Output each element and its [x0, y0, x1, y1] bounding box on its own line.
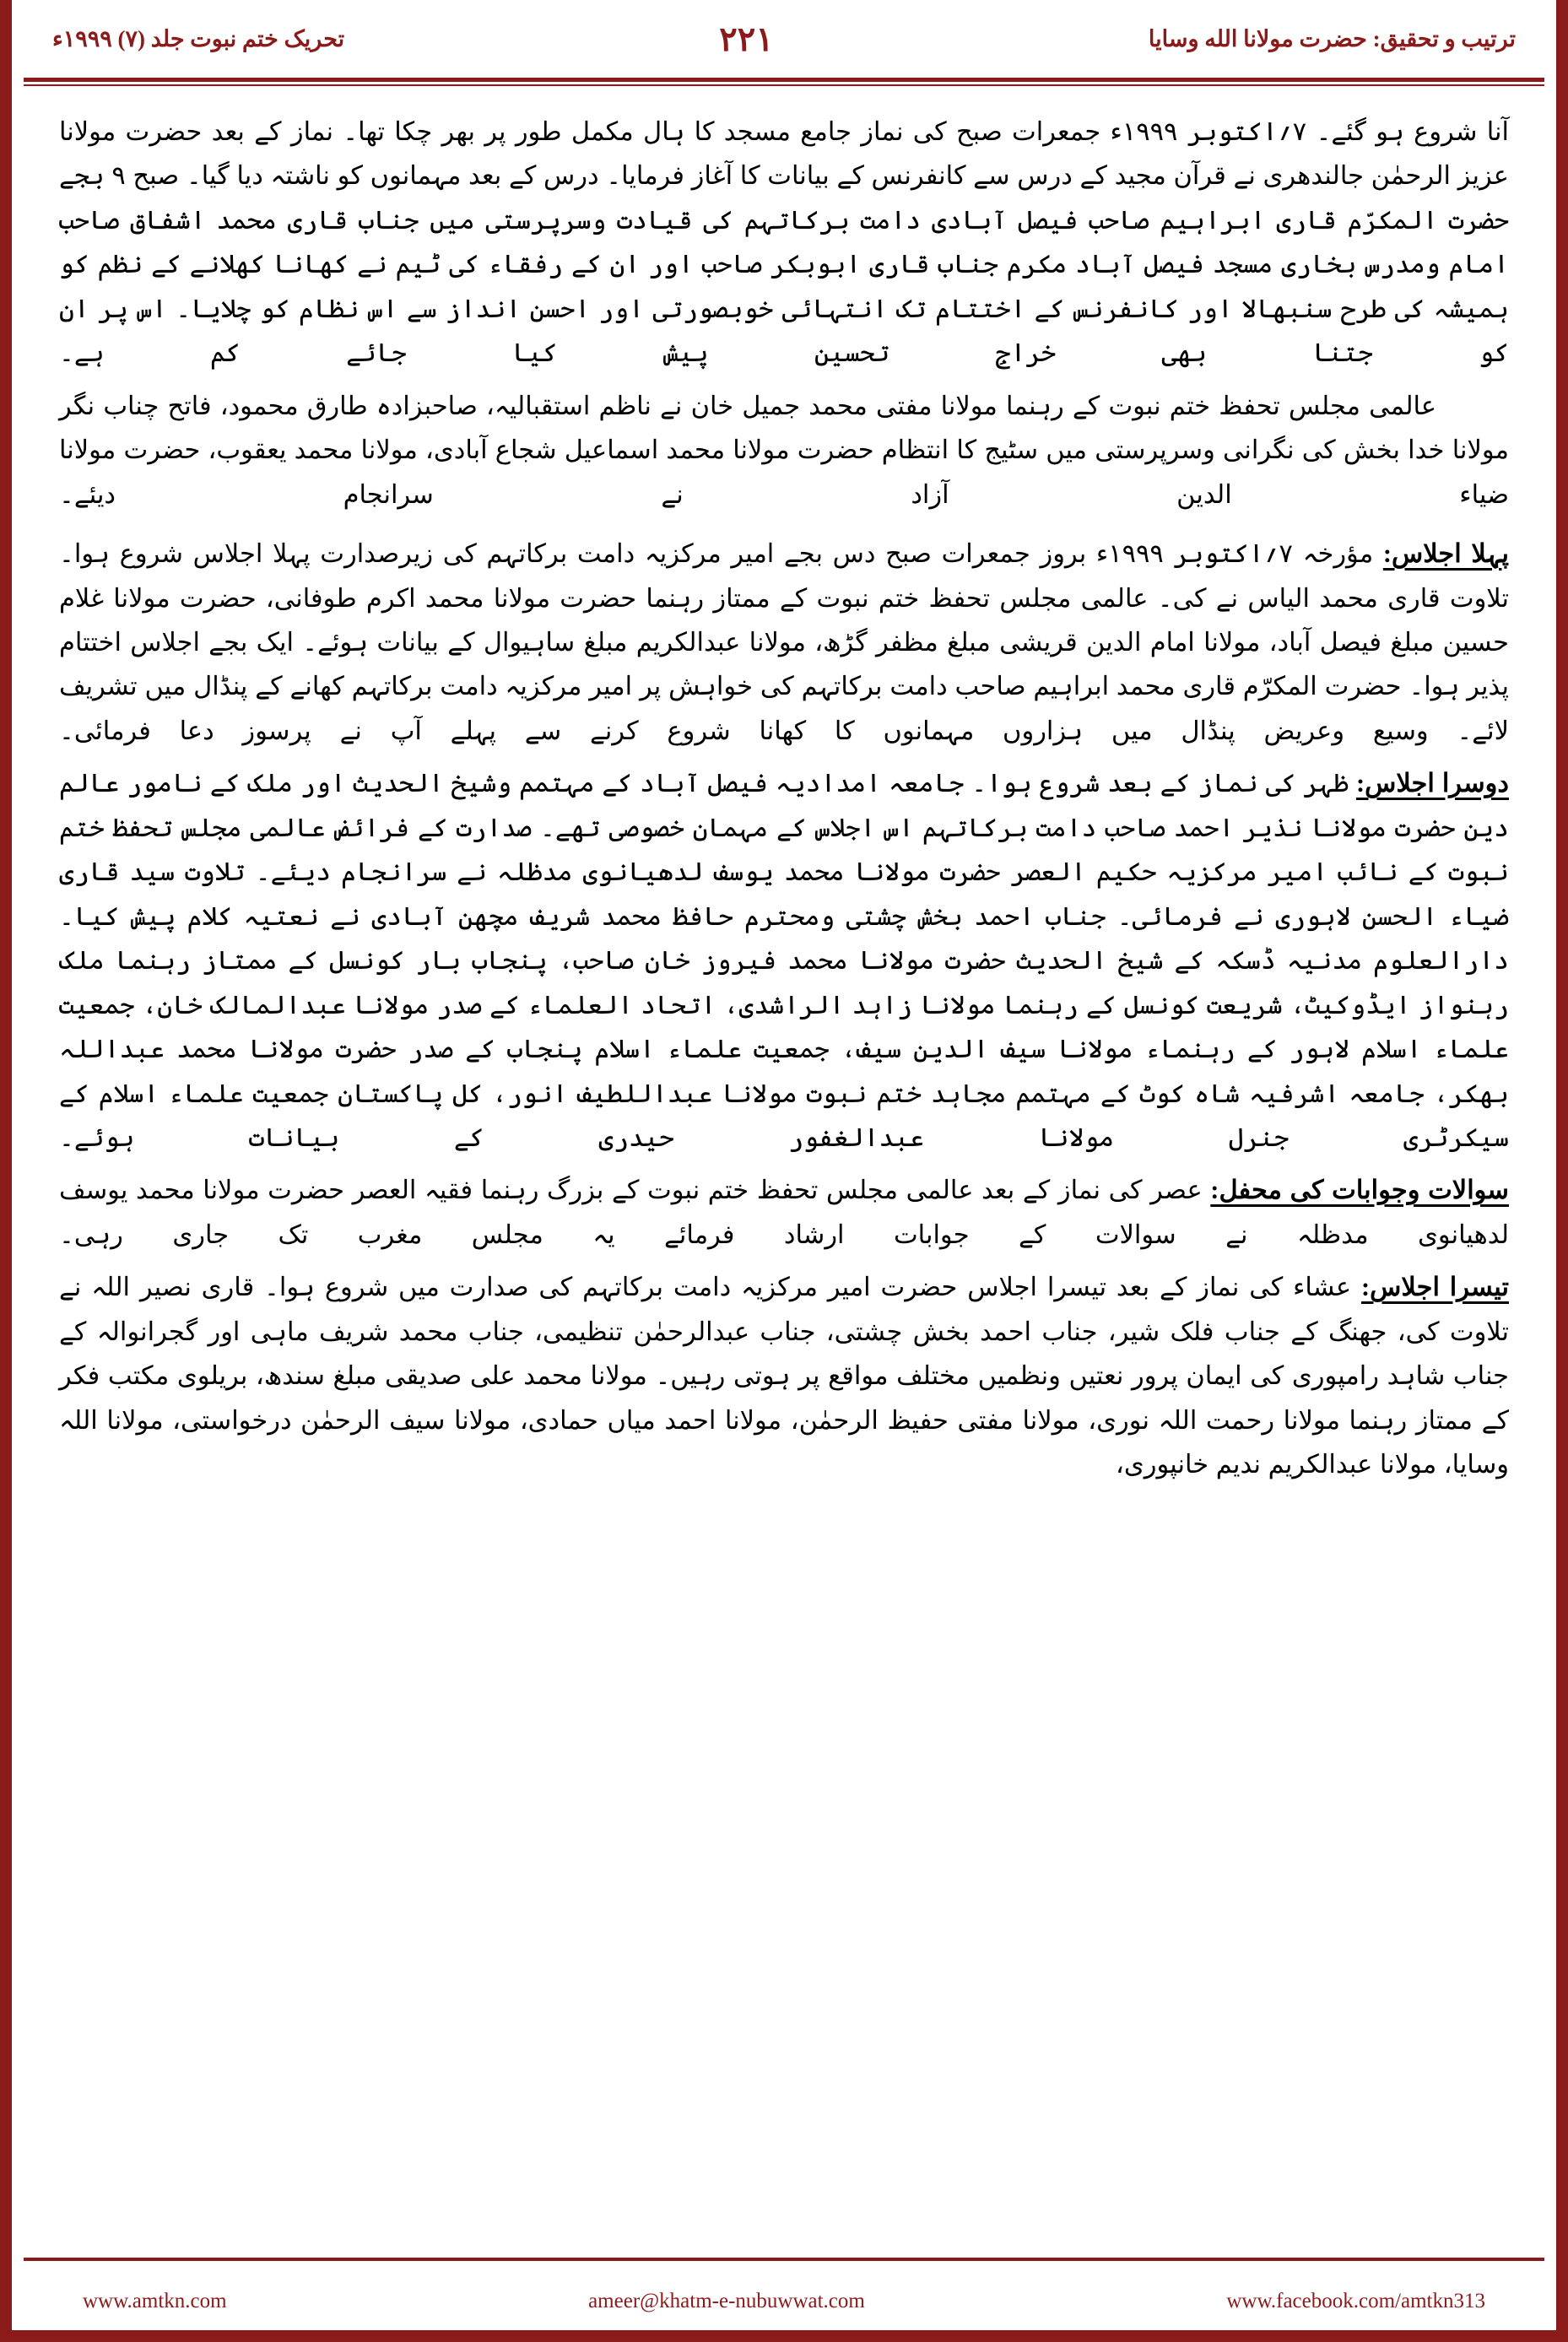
heading-third-session: تیسرا اجلاس: [1361, 1273, 1510, 1302]
heading-first-session: پہلا اجلاس: [1382, 539, 1509, 569]
footer-email[interactable]: ameer@khatm-e-nubuwwat.com [588, 2290, 865, 2312]
header-book-title: تحریک ختم نبوت جلد (۷) ۱۹۹۹ء [52, 25, 345, 51]
section-first-session-text: مؤرخہ ۷؍اکتوبر ۱۹۹۹ء بروز جمعرات صبح دس بجے امیر مرکزیہ دامت برکاتہم کی زیرصدارت پہلا اجلاس شروع ہوا۔ تلاوت قاری محمد الیاس نے کی۔ عالمی مجلس تحفظ ختم نبوت کے ممتاز رہنما حضرت مولانا محمد اکرم طوفانی، حضرت مولانا غلام حسین مبلغ فیصل آباد، مولانا امام الدین قریشی مبلغ مظفر گڑھ، مولانا عبدالکریم مبلغ ساہیوال کے بیانات ہوئے۔ ایک بجے اجلاس اختتام پذیر ہوا۔ حضرت المکرّم قاری محمد ابراہیم صاحب دامت برکاتہم کی خواہش پر امیر مرکزیہ دامت برکاتہم کھانے کے پنڈال میں تشریف لائے۔ وسیع وعریض پنڈال میں ہزاروں مہمانوں کا کھانا شروع کرنے سے پہلے آپ نے پرسوز دعا فرمائی۔ [59, 539, 1509, 745]
paragraph-1-text: آنا شروع ہو گئے۔ ۷؍اکتوبر ۱۹۹۹ء جمعرات صبح کی نماز جامع مسجد کا ہال مکمل طور پر بھر چکا تھا۔ نماز کے بعد حضرت مولانا عزیز الرحمٰن جالندھری نے قرآن مجید کے درس سے کانفرنس کے بیانات کا آغاز فرمایا۔ درس کے بعد مہمانوں کو ناشتہ دیا گیا۔ صبح ۹ بجے حضرت المکرّم قاری ابراہیم صاحب فیصل آبادی دامت برکاتہم کی قیادت وسرپرستی میں جناب قاری محمد اشفاق صاحب امام ومدرس بخاری مسجد فیصل آباد مکرم جناب قاری ابوبکر صاحب اور ان کے رفقاء کی ٹیم نے کھانا کھلانے کے نظم کو ہمیشہ کی طرح سنبھالا اور کانفرنس کے اختتام تک انتہائی خوبصورتی اور احسن انداز سے اس نظام کو چلایا۔ اس پر ان کو جتنا بھی خراجِ تحسین پیش کیا جائے کم ہے۔ [59, 117, 1510, 368]
paragraph-2-text: عالمی مجلس تحفظ ختم نبوت کے رہنما مولانا مفتی محمد جمیل خان نے ناظم استقبالیہ، صاحبزادہ طارق محمود، فاتح چناب نگر مولانا خدا بخش کی نگرانی وسرپرستی میں سٹیج کا انتظام حضرت مولانا محمد اسماعیل شجاع آبادی، مولانا محمد یعقوب، حضرت مولانا ضیاء الدین آزاد نے سرانجام دیئے۔ [59, 391, 1509, 509]
page-body [24, 95, 1544, 2247]
section-qa-gathering-text: عصر کی نماز کے بعد عالمی مجلس تحفظ ختم نبوت کے بزرگ رہنما فقیہ العصر حضرت مولانا محمد یوسف لدھیانوی مدظلہ نے سوالات کے جوابات ارشاد فرمائے یہ مجلس مغرب تک جاری رہی۔ [59, 1176, 1509, 1249]
header-editor-credit: ترتیب و تحقیق: حضرت مولانا الله وسایا [1148, 25, 1516, 51]
paragraph-1 [59, 110, 1509, 376]
section-qa-gathering [59, 1168, 1509, 1257]
section-third-session [59, 1265, 1509, 1486]
heading-second-session: دوسرا اجلاس: [1355, 769, 1509, 798]
footer-website-link[interactable]: www.amtkn.com [83, 2290, 227, 2312]
header-divider [24, 78, 1544, 82]
section-first-session [59, 532, 1509, 753]
heading-qa-gathering: سوالات وجوابات کی محفل: [1210, 1176, 1509, 1205]
footer-facebook-link[interactable]: www.facebook.com/amtkn313 [1226, 2290, 1485, 2312]
section-third-session-text: عشاء کی نماز کے بعد تیسرا اجلاس حضرت امیر مرکزیہ دامت برکاتہم کی صدارت میں شروع ہوا۔ قاری نصیر اللہ نے تلاوت کی، جھنگ کے جناب فلک شیر، جناب احمد بخش چشتی، جناب عبدالرحمٰن تنظیمی، جناب محمد شریف ماہی اور گجرانوالہ کے جناب شاہد رامپوری کی ایمان پرور نعتیں ونظمیں مختلف مواقع پر ہوتی رہیں۔ مولانا محمد علی صدیقی مبلغ سندھ، بریلوی مکتب فکر کے ممتاز رہنما مولانا رحمت اللہ نوری، مولانا مفتی حفیظ الرحمٰن، مولانا احمد میاں حمادی، مولانا سیف الرحمٰن درخواستی، مولانا اللہ وسایا، مولانا عبدالکریم ندیم خانپوری، [59, 1273, 1509, 1479]
page-number: ۲۲۱ [719, 19, 774, 58]
page-header [24, 0, 1544, 78]
section-second-session-text: ظہر کی نماز کے بعد شروع ہوا۔ جامعہ امدادیہ فیصل آباد کے مہتمم وشیخ الحدیث اور ملک کے نامور عالم دین حضرت مولانا نذیر احمد صاحب دامت برکاتہم اس اجلاس کے مہمان خصوصی تھے۔ صدارت کے فرائض عالمی مجلس تحفظ ختم نبوت کے نائب امیر مرکزیہ حکیم العصر حضرت مولانا محمد یوسف لدھیانوی مدظلہ نے سرانجام دیئے۔ تلاوت سید قاری ضیاء الحسن لاہوری نے فرمائی۔ جناب احمد بخش چشتی ومحترم حافظ محمد شریف مچھن آبادی نے نعتیہ کلام پیش کیا۔ دارالعلوم مدنیہ ڈسکہ کے شیخ الحدیث حضرت مولانا محمد فیروز خان صاحب، پنجاب بار کونسل کے ممتاز رہنما ملک رہنواز ایڈوکیٹ، شریعت کونسل کے رہنما مولانا زاہد الراشدی، اتحاد العلماء کے صدر مولانا عبدالمالک خان، جمعیت علماء اسلام لاہور کے رہنماء مولانا سیف الدین سیف، جمعیت علماء اسلام پنجاب کے صدر حضرت مولانا محمد عبداللہ بھکر، جامعہ اشرفیہ شاہ کوٹ کے مہتمم مجاہد ختم نبوت مولانا عبداللطیف انور، کل پاکستان جمعیت علماء اسلام کے سیکرٹری جنرل مولانا عبدالغفور حیدری کے بیانات ہوئے۔ [59, 769, 1510, 1152]
header-divider-secondary [24, 84, 1544, 86]
page-bottom-margin [12, 2330, 1556, 2342]
section-second-session [59, 761, 1509, 1160]
paragraph-2 [59, 384, 1509, 517]
